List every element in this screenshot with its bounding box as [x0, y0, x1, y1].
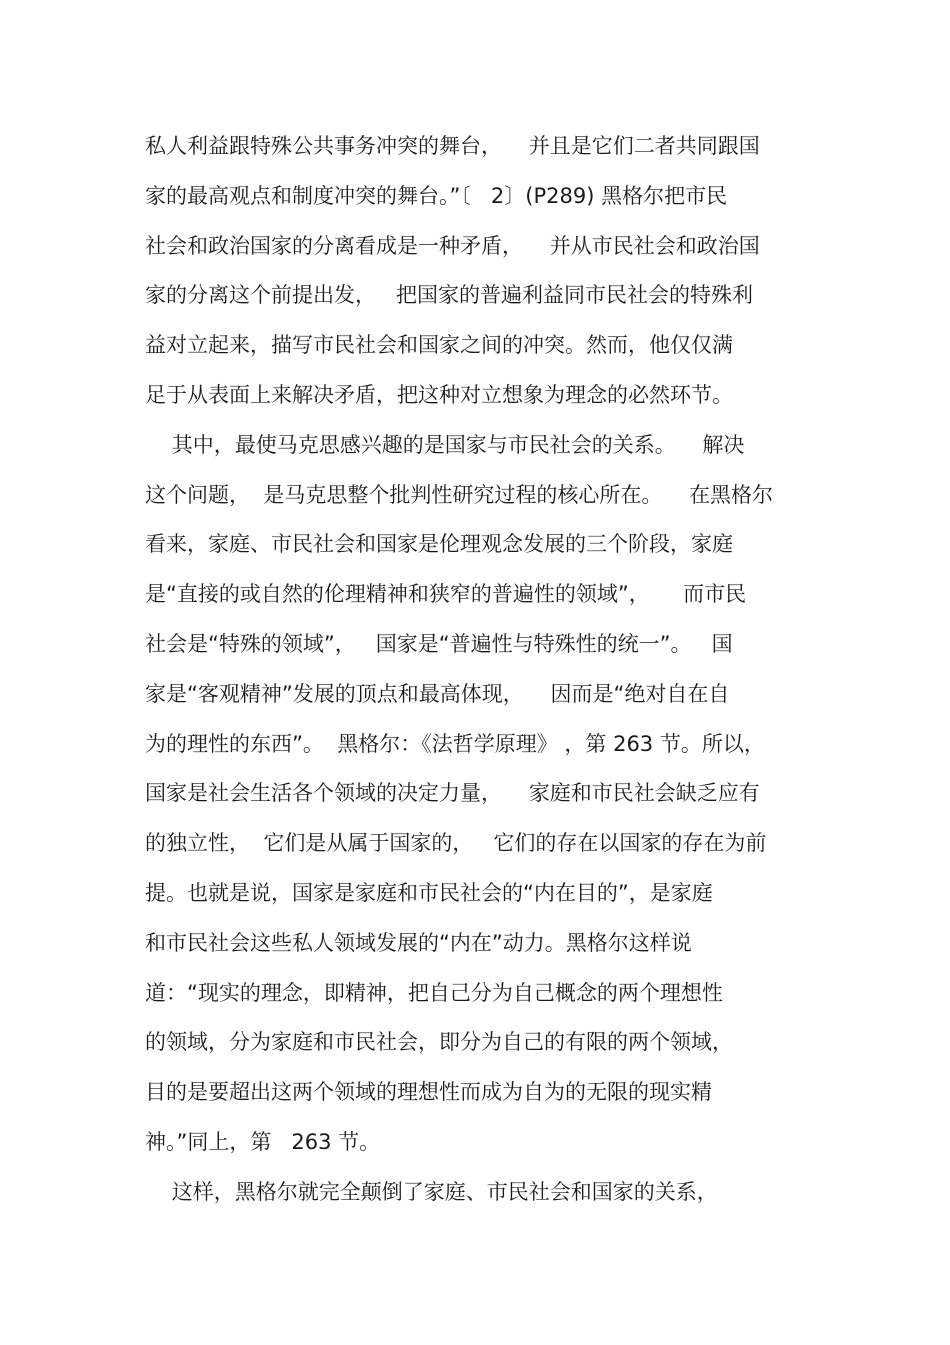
text-line: 家是“客观精神”发展的顶点和最高体现， 因而是“绝对自在自 — [145, 681, 730, 706]
text-line: 提。也就是说，国家是家庭和市民社会的“内在目的”，是家庭 — [145, 880, 713, 905]
text-line: 道：“现实的理念，即精神，把自己分为自己概念的两个理想性 — [145, 980, 723, 1005]
text-line: 社会是“特殊的领域”， 国家是“普遍性与特殊性的统一”。 国 — [145, 631, 733, 656]
text-line: 目的是要超出这两个领域的理想性而成为自为的无限的现实精 — [145, 1080, 712, 1105]
text-line: 家的最高观点和制度冲突的舞台。”〔 2〕(P289) 黑格尔把市民 — [145, 183, 728, 208]
text-line: 为的理性的东西”。 黑格尔：《法哲学原理》 ，第 263 节。所以， — [145, 731, 765, 756]
text-line: 看来，家庭、市民社会和国家是伦理观念发展的三个阶段，家庭 — [145, 532, 733, 557]
text-line: 益对立起来，描写市民社会和国家之间的冲突。然而，他仅仅满 — [145, 333, 733, 358]
paragraph-start-line: 这样，黑格尔就完全颠倒了家庭、市民社会和国家的关系， — [145, 1179, 718, 1204]
text-line: 的独立性， 它们是从属于国家的， 它们的存在以国家的存在为前 — [145, 831, 767, 856]
text-line: 的领域，分为家庭和市民社会，即分为自己的有限的两个领域， — [145, 1030, 733, 1055]
text-line: 社会和政治国家的分离看成是一种矛盾， 并从市民社会和政治国 — [145, 233, 760, 258]
paragraph-start-line: 其中，最使马克思感兴趣的是国家与市民社会的关系。 解决 — [145, 432, 745, 457]
text-line: 国家是社会生活各个领域的决定力量， 家庭和市民社会缺乏应有 — [145, 781, 760, 806]
text-line: 是“直接的或自然的伦理精神和狭窄的普遍性的领域”， 而市民 — [145, 582, 747, 607]
text-line: 私人利益跟特殊公共事务冲突的舞台， 并且是它们二者共同跟国 — [145, 134, 760, 158]
text-line: 神。”同上，第 263 节。 — [145, 1129, 381, 1154]
text-line: 和市民社会这些私人领域发展的“内在”动力。黑格尔这样说 — [145, 930, 692, 955]
text-line: 家的分离这个前提出发， 把国家的普遍利益同市民社会的特殊利 — [145, 283, 754, 308]
body-text — [145, 122, 825, 1218]
text-line: 足于从表面上来解决矛盾，把这种对立想象为理念的必然环节。 — [145, 382, 733, 407]
text-line: 这个问题， 是马克思整个批判性研究过程的核心所在。 在黑格尔 — [145, 482, 774, 507]
